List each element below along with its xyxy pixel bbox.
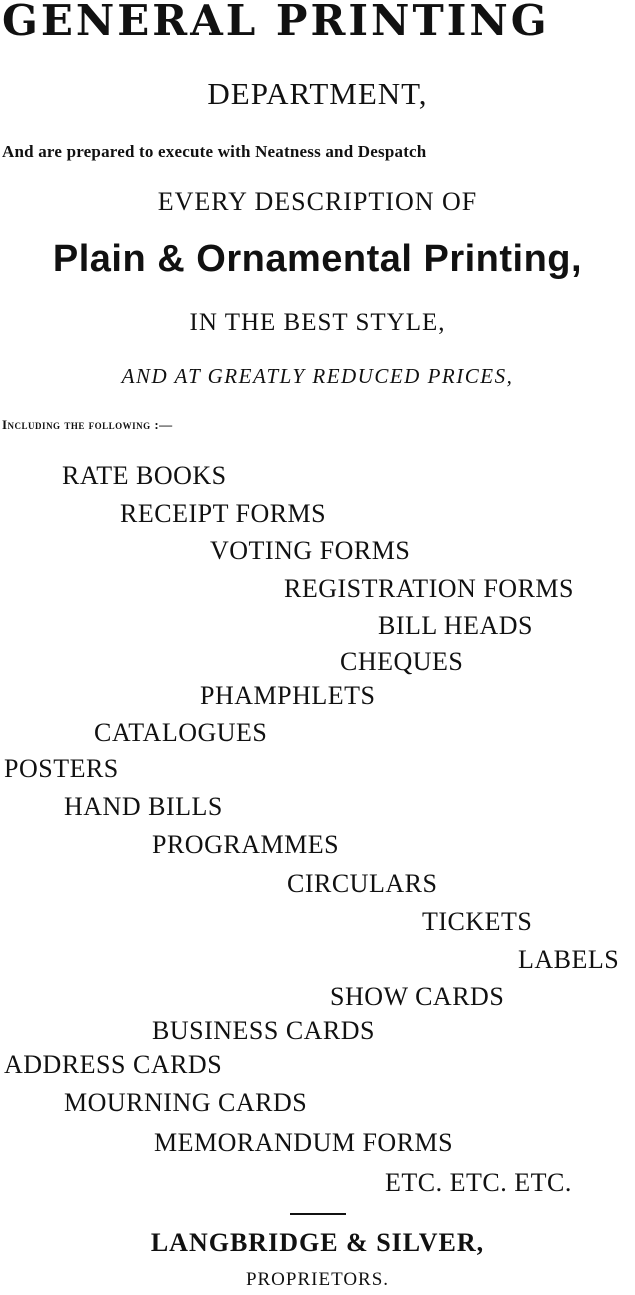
list-item: HAND BILLS xyxy=(64,792,223,821)
department-heading: DEPARTMENT, xyxy=(207,76,428,111)
list-item: ETC. ETC. ETC. xyxy=(385,1168,572,1197)
list-item: CATALOGUES xyxy=(94,718,268,747)
list-item: CHEQUES xyxy=(340,647,464,676)
list-item: MOURNING CARDS xyxy=(64,1088,308,1117)
list-item: PROGRAMMES xyxy=(152,830,340,859)
firm-name: LANGBRIDGE & SILVER, xyxy=(150,1228,485,1257)
list-item: SHOW CARDS xyxy=(330,982,505,1011)
intro-text: And are prepared to execute with Neatness and Despatch xyxy=(2,142,427,161)
list-item: CIRCULARS xyxy=(287,869,438,898)
proprietors-label: PROPRIETORS. xyxy=(245,1269,390,1290)
list-item: ADDRESS CARDS xyxy=(4,1050,223,1079)
best-style-text: IN THE BEST STYLE, xyxy=(189,309,446,336)
list-item: TICKETS xyxy=(422,907,533,936)
list-item: RECEIPT FORMS xyxy=(120,499,327,528)
including-label: Including the following :— xyxy=(2,417,173,432)
every-description-text: EVERY DESCRIPTION OF xyxy=(157,187,478,216)
list-item: LABELS xyxy=(518,945,620,974)
list-item: BUSINESS CARDS xyxy=(152,1016,376,1045)
reduced-prices-text: AND AT GREATLY REDUCED PRICES, xyxy=(121,364,514,388)
list-item: REGISTRATION FORMS xyxy=(284,574,574,603)
list-item: VOTING FORMS xyxy=(210,536,411,565)
divider-rule xyxy=(290,1213,346,1215)
list-item: BILL HEADS xyxy=(378,611,533,640)
list-item: PHAMPHLETS xyxy=(200,681,376,710)
list-item: POSTERS xyxy=(4,754,119,783)
list-item: RATE BOOKS xyxy=(62,461,227,490)
headline: GENERAL PRINTING xyxy=(2,0,550,45)
plain-ornamental-heading: Plain & Ornamental Printing, xyxy=(52,238,583,280)
list-item: MEMORANDUM FORMS xyxy=(154,1128,454,1157)
